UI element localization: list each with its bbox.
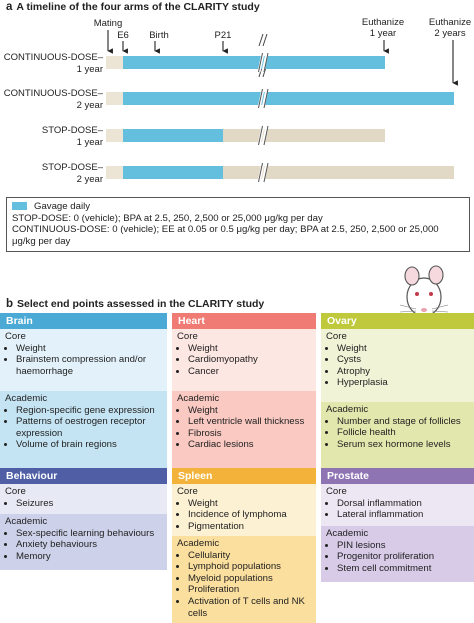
ovary-core-item: • Weight (337, 343, 469, 355)
spleen-academic-item: • Activation of T cells and NK cells (188, 596, 311, 619)
brain-academic-item: • Region-specific gene expression (16, 405, 162, 417)
heart-academic-section: Academic • Weight • Left ventricle wall thickness • Fibrosis • Cardiac lesions (172, 391, 316, 469)
heart-core-item: • Cardiomyopathy (188, 354, 311, 366)
behaviour-academic-item: • Memory (16, 551, 162, 563)
birth-label: Birth (149, 30, 169, 41)
ovary-academic-section: Academic • Number and stage of follicles • Follicle health • Serum sex hormone levels (321, 402, 474, 469)
spleen-academic-item: • Lymphoid populations (188, 561, 311, 573)
panel-b-letter: b (6, 298, 14, 310)
spleen-core-item: • Incidence of lymphoma (188, 509, 311, 521)
ovary-panel-title: Ovary (321, 313, 474, 329)
brain-core-item: • Brainstem compression and/or haemorrhage (16, 354, 162, 377)
brain-academic-item: • Volume of brain regions (16, 439, 162, 451)
brain-academic-section: Academic • Region-specific gene expression • Patterns of oestrogen receptor expression • Volume of brain regions (0, 391, 167, 469)
ovary-academic-item: • Follicle health (337, 427, 469, 439)
ovary-academic-item: • Number and stage of follicles (337, 416, 469, 428)
dose-legend (6, 197, 470, 252)
behaviour-panel-title: Behaviour (0, 468, 167, 484)
arm-label-stop-2-year: STOP-DOSE– 2 year (41, 162, 103, 185)
prostate-core-item: • Lateral inflammation (337, 509, 469, 521)
euthanize-2-years-label: Euthanize 2 years (428, 17, 472, 39)
behaviour-academic-item: • Anxiety behaviours (16, 539, 162, 551)
prostate-panel-title: Prostate (321, 468, 474, 484)
brain-core-section: Core • Weight • Brainstem compression and/or haemorrhage (0, 329, 167, 391)
p21-label: P21 (214, 30, 232, 41)
prostate-academic-item: • Progenitor proliferation (337, 551, 469, 563)
behaviour-academic-section: Academic • Sex-specific learning behaviours • Anxiety behaviours • Memory (0, 514, 167, 570)
panel-a-title: a A timeline of the four arms of the CLARITY study (6, 1, 260, 13)
heart-core-item: • Weight (188, 343, 311, 355)
gavage-swatch (12, 202, 27, 210)
spleen-panel (172, 468, 316, 623)
ovary-academic-item: • Serum sex hormone levels (337, 439, 469, 451)
euthanize-1-year-label: Euthanize 1 year (361, 17, 405, 39)
heart-core-section: Core • Weight • Cardiomyopathy • Cancer (172, 329, 316, 391)
prostate-academic-section: Academic • PIN lesions • Progenitor proliferation • Stem cell commitment (321, 526, 474, 582)
ovary-core-item: • Hyperplasia (337, 377, 469, 389)
spleen-academic-item: • Cellularity (188, 550, 311, 562)
spleen-core-item: • Weight (188, 498, 311, 510)
spleen-academic-item: • Proliferation (188, 584, 311, 596)
heart-core-item: • Cancer (188, 366, 311, 378)
behaviour-core-item: • Seizures (16, 498, 162, 510)
ovary-core-section: Core • Weight • Cysts • Atrophy • Hyperplasia (321, 329, 474, 402)
continuous-dose-description: CONTINUOUS-DOSE: 0 (vehicle); EE at 0.05 or 0.5 μg/kg per day; BPA at 2.5, 250, 2,500 or 25,000 μg/kg per day (12, 224, 439, 247)
spleen-academic-section: Academic • Cellularity • Lymphoid populations • Myeloid populations • Proliferation • Activation of T cells and NK cells (172, 536, 316, 623)
spleen-core-section: Core • Weight • Incidence of lymphoma • Pigmentation (172, 484, 316, 536)
e6-label: E6 (117, 30, 129, 41)
timeline-break-marks-overlay (0, 0, 474, 200)
prostate-core-item: • Dorsal inflammation (337, 498, 469, 510)
behaviour-academic-item: • Sex-specific learning behaviours (16, 528, 162, 540)
brain-panel-title: Brain (0, 313, 167, 329)
stop-dose-description: STOP-DOSE: 0 (vehicle); BPA at 2.5, 250, 2,500 or 25,000 μg/kg per day (12, 212, 323, 224)
prostate-panel (321, 468, 474, 582)
behaviour-panel (0, 468, 167, 570)
brain-core-item: • Weight (16, 343, 162, 355)
heart-panel (172, 313, 316, 469)
arm-label-stop-1-year: STOP-DOSE– 1 year (41, 125, 103, 148)
mating-label: Mating (93, 18, 123, 29)
ovary-panel (321, 313, 474, 469)
spleen-academic-item: • Myeloid populations (188, 573, 311, 585)
heart-academic-item: • Left ventricle wall thickness (188, 416, 311, 428)
brain-academic-item: • Patterns of oestrogen receptor expression (16, 416, 162, 439)
spleen-panel-title: Spleen (172, 468, 316, 484)
prostate-core-section: Core • Dorsal inflammation • Lateral inflammation (321, 484, 474, 526)
panel-b-title: b Select end points assessed in the CLARITY study (6, 298, 265, 310)
heart-panel-title: Heart (172, 313, 316, 329)
heart-academic-item: • Weight (188, 405, 311, 417)
ovary-core-item: • Cysts (337, 354, 469, 366)
arm-label-continuous-1-year: CONTINUOUS-DOSE– 1 year (3, 52, 103, 75)
legend-gavage-row: Gavage daily (12, 201, 464, 213)
ovary-core-item: • Atrophy (337, 366, 469, 378)
heart-academic-item: • Cardiac lesions (188, 439, 311, 451)
panel-a-letter: a (6, 1, 13, 13)
heart-academic-item: • Fibrosis (188, 428, 311, 440)
prostate-academic-item: • Stem cell commitment (337, 563, 469, 575)
arm-label-continuous-2-year: CONTINUOUS-DOSE– 2 year (3, 88, 103, 111)
spleen-core-item: • Pigmentation (188, 521, 311, 533)
brain-panel (0, 313, 167, 469)
prostate-academic-item: • PIN lesions (337, 540, 469, 552)
behaviour-core-section: Core • Seizures (0, 484, 167, 514)
